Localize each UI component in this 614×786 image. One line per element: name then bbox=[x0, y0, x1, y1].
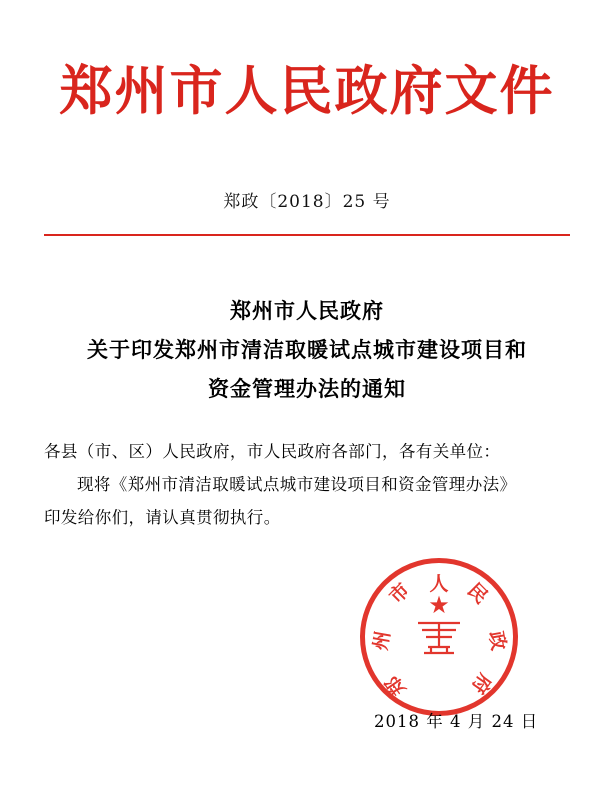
body-line-1: 现将《郑州市清洁取暖试点城市建设项目和资金管理办法》 bbox=[77, 474, 517, 494]
seal-char-5: 郑 bbox=[381, 671, 411, 700]
title-line-1: 郑州市人民政府 bbox=[230, 298, 384, 324]
seal-star-icon: ★ bbox=[428, 590, 450, 619]
body-line-salutation: 各县（市、区）人民政府，市人民政府各部门，各有关单位： bbox=[44, 441, 501, 461]
seal-char-1: 人 bbox=[429, 572, 449, 595]
seal-ring-text bbox=[365, 563, 513, 711]
red-divider-rule bbox=[44, 234, 570, 236]
seal-char-6: 州 bbox=[369, 629, 395, 652]
masthead bbox=[44, 0, 570, 121]
body-line-2: 印发给你们，请认真贯彻执行。 bbox=[44, 507, 281, 527]
masthead-title: 郑州市人民政府文件 bbox=[59, 60, 555, 122]
seal-char-7: 市 bbox=[385, 578, 415, 608]
title-line-2: 关于印发郑州市清洁取暖试点城市建设项目和 bbox=[87, 337, 527, 363]
document-number: 郑政〔2018〕25 号 bbox=[223, 192, 391, 213]
seal-char-4: 府 bbox=[466, 669, 496, 698]
document-body bbox=[44, 435, 570, 534]
document-title-block bbox=[44, 292, 570, 409]
government-seal bbox=[360, 558, 518, 716]
seal-char-2: 民 bbox=[462, 578, 492, 608]
title-line-3: 资金管理办法的通知 bbox=[208, 376, 406, 402]
signature-area bbox=[44, 556, 570, 746]
seal-inner-ring bbox=[365, 563, 513, 711]
issue-date: 2018 年 4 月 24 日 bbox=[374, 711, 539, 731]
seal-char-3: 政 bbox=[484, 629, 510, 652]
